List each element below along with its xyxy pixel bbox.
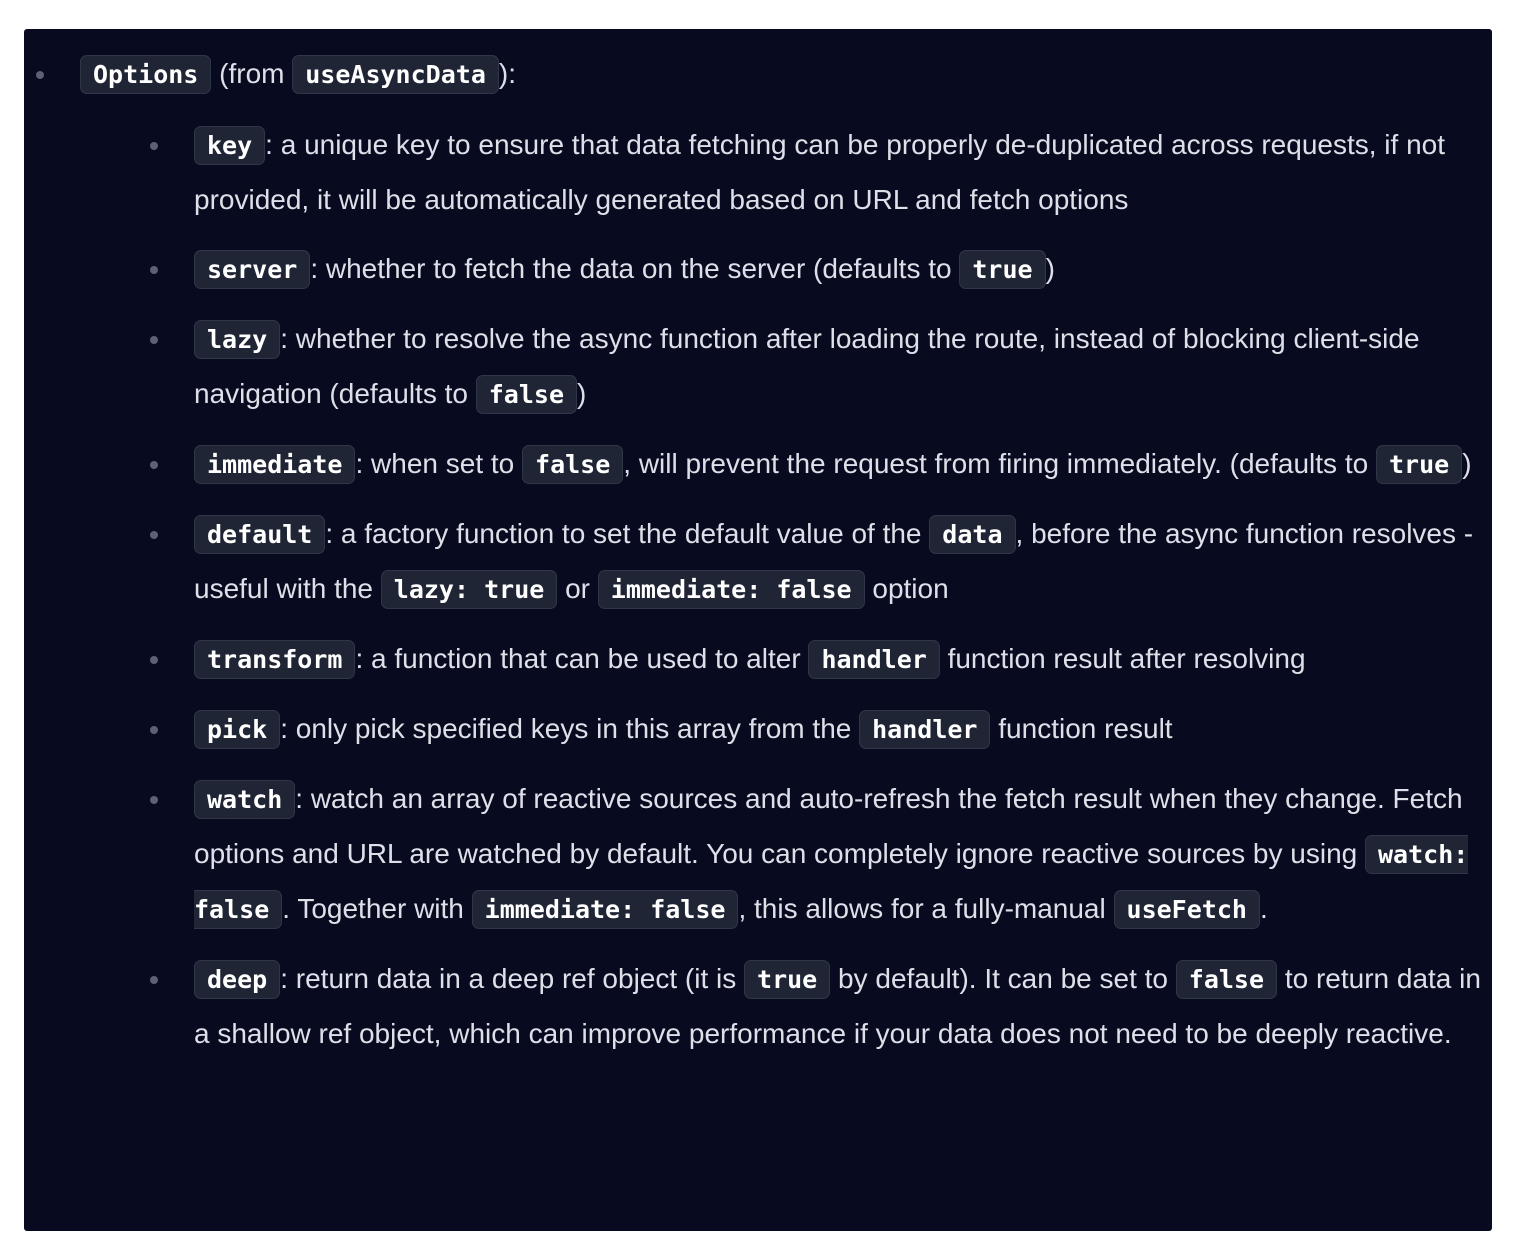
text: , this allows for a fully-manual <box>738 893 1114 924</box>
code-lazy: lazy <box>194 320 280 359</box>
code-use-async-data: useAsyncData <box>292 55 499 94</box>
bullet-icon <box>150 266 158 274</box>
code-true: true <box>744 960 830 999</box>
code-key: key <box>194 126 265 165</box>
code-lazy-true: lazy: true <box>381 570 558 609</box>
option-description: : a function that can be used to alter <box>355 643 809 674</box>
bullet-icon <box>150 796 158 804</box>
text: function result after resolving <box>939 643 1306 674</box>
text: ) <box>1462 448 1472 479</box>
option-transform <box>138 632 1492 687</box>
code-handler: handler <box>859 710 990 749</box>
text: . <box>1259 893 1268 924</box>
code-default: default <box>194 515 325 554</box>
code-handler: handler <box>808 640 939 679</box>
text: function result <box>990 713 1173 744</box>
bullet-icon <box>150 531 158 539</box>
option-deep <box>138 952 1492 1061</box>
options-list <box>80 118 1492 1061</box>
list-item-options <box>24 47 1492 1061</box>
code-false: false <box>522 445 623 484</box>
option-description: : whether to resolve the async function after loading the route, instead of blocking client-side navigation (defaults to <box>194 323 1420 409</box>
text: , before the async function resolves - useful with the <box>194 518 1474 604</box>
text: by default). It can be set to <box>830 963 1176 994</box>
bullet-icon <box>150 976 158 984</box>
code-false: false <box>1176 960 1277 999</box>
option-server <box>138 242 1492 297</box>
bullet-icon <box>150 726 158 734</box>
code-deep: deep <box>194 960 280 999</box>
code-watch: watch <box>194 780 295 819</box>
option-description: : a unique key to ensure that data fetching can be properly de-duplicated across requests, if not provided, it will be automatically generated based on URL and fetch options <box>194 129 1445 215</box>
bullet-icon <box>150 461 158 469</box>
bullet-icon <box>36 71 44 79</box>
code-server: server <box>194 250 310 289</box>
option-description: : when set to <box>355 448 523 479</box>
option-description: : whether to fetch the data on the server (defaults to <box>310 253 960 284</box>
code-true: true <box>1376 445 1462 484</box>
code-use-fetch: useFetch <box>1114 890 1260 929</box>
code-false: false <box>476 375 577 414</box>
code-immediate-false: immediate: false <box>472 890 739 929</box>
code-true: true <box>959 250 1045 289</box>
code-pick: pick <box>194 710 280 749</box>
text: to return data in a shallow ref object, which can improve performance if your data does not need to be deeply reactive. <box>194 963 1481 1049</box>
option-description: : watch an array of reactive sources and auto-refresh the fetch result when they change. Fetch options and URL are watched by default. You can completely ignore reactive sources by using <box>194 783 1463 869</box>
bullet-icon <box>150 336 158 344</box>
bullet-icon <box>150 142 158 150</box>
option-default <box>138 507 1492 617</box>
text: , will prevent the request from firing immediately. (defaults to <box>623 448 1376 479</box>
text: . Together with <box>282 893 472 924</box>
code-immediate-false: immediate: false <box>598 570 865 609</box>
code-options: Options <box>80 55 211 94</box>
code-data: data <box>929 515 1015 554</box>
option-description: : a factory function to set the default value of the <box>325 518 930 549</box>
option-description: : only pick specified keys in this array from the <box>280 713 860 744</box>
option-pick <box>138 702 1492 757</box>
text: option <box>864 573 949 604</box>
option-description: : return data in a deep ref object (it is <box>280 963 745 994</box>
text: ) <box>1045 253 1055 284</box>
docs-panel <box>24 29 1492 1231</box>
code-watch-false: watch: false <box>194 835 1468 929</box>
text: or <box>557 573 598 604</box>
text: ): <box>498 58 516 89</box>
text: (from <box>211 58 293 89</box>
option-watch <box>138 772 1492 937</box>
code-immediate: immediate <box>194 445 355 484</box>
option-immediate <box>138 437 1492 492</box>
code-transform: transform <box>194 640 355 679</box>
bullet-icon <box>150 656 158 664</box>
option-key <box>138 118 1492 227</box>
option-lazy <box>138 312 1492 422</box>
text: ) <box>577 378 587 409</box>
